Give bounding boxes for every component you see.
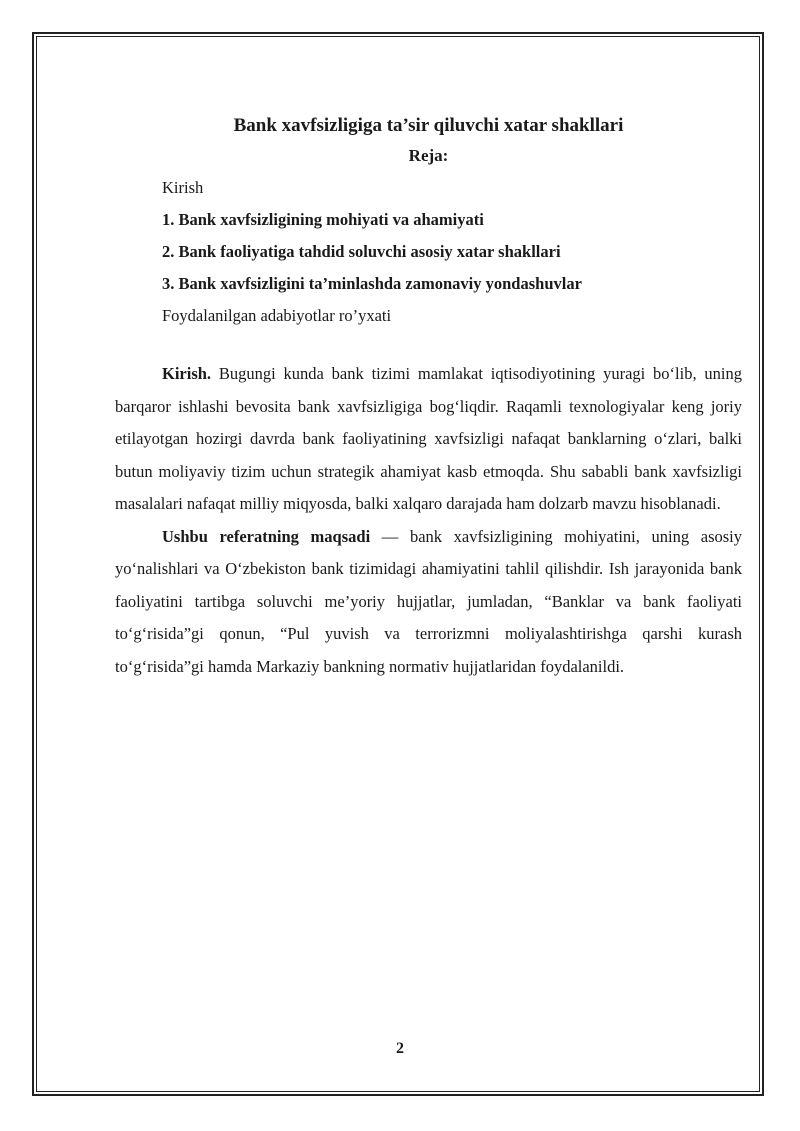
- plan-list: [115, 172, 742, 332]
- intro-paragraph: [115, 358, 742, 521]
- plan-item-references: Foydalanilgan adabiyotlar ro’yxati: [162, 306, 392, 325]
- aim-lead: Ushbu referatning maqsadi: [162, 526, 371, 546]
- aim-text: — bank xavfsizligining mohiyatini, uning asosiy yo‘nalishlari va O‘zbekiston bank tizimidagi ahamiyatini tahlil qilishdir. Ish jarayonida bank faoliyatini tartibga soluvchi me’yoriy hujjatlar, jumladan, “Banklar va bank faoliyati to‘g‘risida”gi qonun, “Pul yuvish va terrorizmni moliyalashtirishga qarshi kurash to‘g‘risida”gi hamda Markaziy bankning normativ hujjatlaridan foydalanildi.: [115, 526, 742, 676]
- plan-item-3: 3. Bank xavfsizligini ta’minlashda zamonaviy yondashuvlar: [162, 274, 582, 293]
- document-body: [115, 112, 742, 683]
- page-number: 2: [396, 1040, 404, 1057]
- plan-item-intro: Kirish: [162, 178, 204, 197]
- plan-heading: Reja:: [408, 146, 449, 165]
- aim-paragraph: [115, 521, 742, 684]
- plan-item-2: 2. Bank faoliyatiga tahdid soluvchi asosiy xatar shakllari: [162, 242, 561, 261]
- plan-item-1: 1. Bank xavfsizligining mohiyati va ahamiyati: [162, 210, 484, 229]
- document-title: Bank xavfsizligiga ta’sir qiluvchi xatar shakllari: [233, 115, 624, 136]
- intro-lead: Kirish.: [162, 364, 212, 383]
- intro-text: Bugungi kunda bank tizimi mamlakat iqtisodiyotining yuragi bo‘lib, uning barqaror ishlashi bevosita bank xavfsizligiga bog‘liqdir. Raqamli texnologiyalar keng joriy etilayotgan hozirgi davrda bank faoliyatining xavfsizligi nafaqat banklarning o‘zlari, balki butun moliyaviy tizim uchun strategik ahamiyat kasb etmoqda. Shu sababli bank xavfsizligi masalalari nafaqat milliy miqyosda, balki xalqaro darajada ham dolzarb mavzu hisoblanadi.: [115, 364, 742, 513]
